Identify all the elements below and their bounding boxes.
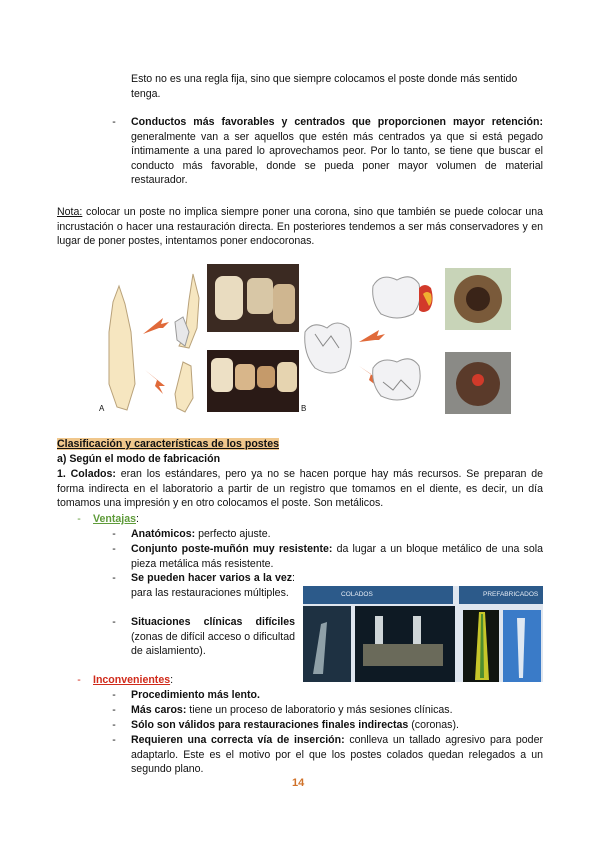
ventaja-bold: Situaciones clínicas difíciles: [131, 616, 295, 628]
inconveniente-text: conlleva un tallado agresivo para poder adaptarlo. Este es el motivo por el que los postes colados quedan relegados a un segundo plano.: [131, 734, 543, 776]
colados-caption: COLADOS: [341, 591, 373, 598]
conductos-bullet: [131, 115, 543, 188]
bullet-dash: -: [112, 528, 116, 540]
nota-paragraph: [57, 205, 543, 249]
figure-label-a: A: [99, 404, 105, 413]
ventaja-item: [131, 527, 543, 542]
conductos-title: Conductos más favorables y centrados que proporcionen mayor retención:: [131, 116, 543, 128]
inconveniente-bold: Procedimiento más lento.: [131, 689, 260, 701]
section-title: [57, 437, 279, 452]
bullet-dash: -: [112, 543, 116, 555]
inconvenientes-dash: -: [77, 674, 81, 686]
ventaja-text: (zonas de difícil acceso o dificultad de aislamiento).: [131, 630, 295, 658]
colados-prefabricados-figure: [303, 586, 543, 682]
inconveniente-bold: Más caros:: [131, 704, 187, 716]
inconveniente-text: (coronas).: [408, 719, 459, 731]
inconveniente-item: [131, 703, 543, 718]
bullet-dash: -: [112, 704, 116, 716]
ventaja-bold: Se pueden hacer varios a la vez: [131, 572, 293, 584]
inconvenientes-colon: :: [170, 674, 174, 686]
ventajas-colon: :: [136, 513, 139, 525]
figure2-drawing: [303, 604, 543, 682]
prefabricados-caption: PREFABRICADOS: [483, 591, 539, 598]
bullet-dash: -: [112, 116, 116, 128]
ventaja-text: da lugar a un bloque metálico de una sola pieza metálica más resistente.: [131, 543, 543, 570]
section-title-text: Clasificación y características de los postes: [57, 438, 279, 450]
bullet-dash: -: [112, 572, 116, 584]
colados-text: eran los estándares, pero ya no se hacen porque hay más recursos. Se preparan de forma indirecta en el laboratorio a partir de un registro que tomamos en el diente, es decir, un día tomamos una impresión y en otro colocamos el poste. Son metálicos.: [57, 468, 543, 510]
inconveniente-text: tiene un proceso de laboratorio y más sesiones clínicas.: [186, 704, 453, 716]
section-subtitle: a) Según el modo de fabricación: [57, 453, 221, 465]
inconveniente-bold: Sólo son válidos para restauraciones finales indirectas: [131, 719, 409, 731]
ventaja-bold: Anatómicos:: [131, 528, 196, 540]
inconveniente-item: [131, 733, 543, 777]
inconvenientes-heading: [93, 673, 173, 688]
ventaja-bold: Conjunto poste-muñón muy resistente:: [131, 543, 333, 555]
colados-paragraph: [57, 467, 543, 511]
conductos-text: generalmente van a ser aquellos que estén más centrados ya que si está pegado íntimamente a una pared lo aprovechamos peor. Por lo tanto, se tiene que buscar el conducto más favorable, donde se pueda poner mayor volumen de material restaurador.: [131, 130, 543, 187]
ventaja-item: [131, 615, 295, 659]
colados-label: 1. Colados:: [57, 468, 116, 480]
figure-drawing: [97, 262, 515, 420]
nota-label: Nota:: [57, 206, 83, 218]
ventajas-dash: -: [77, 513, 81, 525]
bullet-dash: -: [112, 734, 116, 746]
tooth-restoration-figure: [97, 262, 515, 420]
inconveniente-item: [131, 688, 543, 703]
bullet-dash: -: [112, 689, 116, 701]
ventaja-text: perfecto ajuste.: [195, 528, 271, 540]
intro-paragraph: Esto no es una regla fija, sino que siempre colocamos el poste donde más sentido tenga.: [131, 73, 518, 100]
ventaja-item: [131, 542, 543, 571]
inconveniente-item: [131, 718, 543, 733]
nota-text: colocar un poste no implica siempre poner una corona, sino que también se puede colocar una incrustación o hacer una restauración directa. En posteriores tendemos a ser más conservadores y en lugar de poner postes, intentamos poner endocoronas.: [57, 206, 543, 248]
figure-header-left: [303, 586, 453, 604]
page-number: 14: [292, 777, 305, 789]
inconvenientes-title: Inconvenientes: [93, 674, 171, 686]
bullet-dash: -: [112, 719, 116, 731]
inconveniente-bold: Requieren una correcta vía de inserción:: [131, 734, 345, 746]
ventajas-heading: [93, 512, 139, 527]
figure-label-b: B: [301, 404, 307, 413]
ventaja-text: : para las restauraciones múltiples.: [131, 572, 295, 599]
ventaja-item: [131, 571, 295, 600]
ventajas-title: Ventajas: [93, 513, 136, 525]
bullet-dash: -: [112, 616, 116, 628]
